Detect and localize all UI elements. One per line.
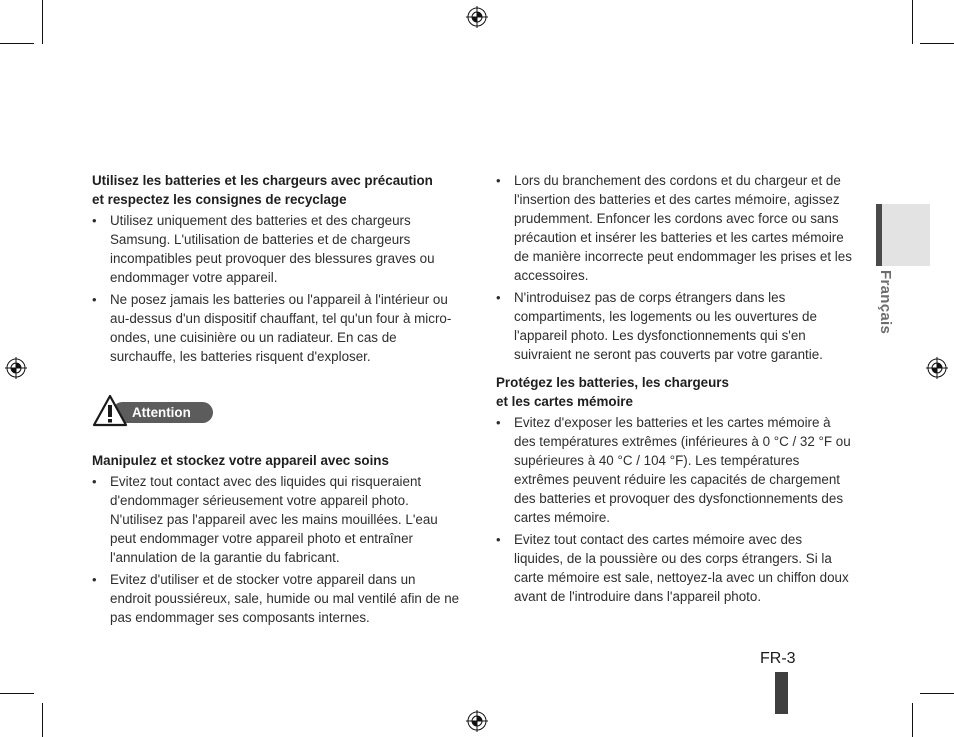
heading-line: Protégez les batteries, les chargeurs	[496, 375, 729, 390]
registration-mark-icon	[466, 710, 488, 732]
registration-mark-icon	[926, 357, 948, 379]
bullet-list	[496, 171, 854, 364]
language-tab-bar	[876, 204, 882, 266]
bullet-list	[92, 472, 460, 627]
list-item: • Evitez tout contact avec des liquides qui risqueraient d'endommager sérieusement votre appareil photo. N'utilisez pas l'appareil avec les mains mouillées. L'eau peut endommager votre appareil photo et entraîner l'annulation de la garantie du fabricant.	[92, 472, 460, 567]
registration-mark-icon	[466, 6, 488, 28]
page-number: FR-3	[760, 650, 796, 667]
crop-mark	[0, 693, 34, 694]
list-item: • Lors du branchement des cordons et du chargeur et de l'insertion des batteries et des cartes mémoire, agissez prudemment. Enfoncer les cordons avec force ou sans précaution et insérer les batteries et les cartes mémoire de manière incorrecte peut endommager les prises et les accessoires.	[496, 171, 854, 285]
attention-label: Attention	[132, 405, 191, 420]
bullet-list	[92, 211, 460, 366]
list-item: • Utilisez uniquement des batteries et des chargeurs Samsung. L'utilisation de batteries et de chargeurs incompatibles peut provoquer des blessures graves ou endommager votre appareil.	[92, 211, 460, 287]
list-item: • Ne posez jamais les batteries ou l'appareil à l'intérieur ou au-dessus d'un dispositif chauffant, tel qu'un four à micro-ondes, une cuisinière ou un radiateur. En cas de surchauffe, les batteries risquent d'exploser.	[92, 290, 460, 366]
section-heading-protect	[496, 373, 854, 411]
heading-line: Manipulez et stockez votre appareil avec soins	[92, 453, 389, 468]
heading-line: et les cartes mémoire	[496, 394, 633, 409]
right-column-lower	[496, 373, 854, 609]
left-column	[92, 171, 460, 369]
crop-mark	[920, 43, 954, 44]
section-heading-handling	[92, 451, 460, 470]
attention-badge	[92, 394, 214, 428]
registration-mark-icon	[5, 357, 27, 379]
bullet-list	[496, 413, 854, 606]
crop-mark	[0, 43, 34, 44]
crop-mark	[920, 693, 954, 694]
right-column	[496, 171, 854, 367]
language-tab	[876, 204, 930, 266]
left-column-lower	[92, 451, 460, 630]
list-item: • Evitez tout contact des cartes mémoire avec des liquides, de la poussière ou des corps étrangers. Si la carte mémoire est sale, nettoyez-la avec un chiffon doux avant de l'introduire dans l'appareil photo.	[496, 530, 854, 606]
page-number-bar	[775, 672, 788, 714]
list-item: • N'introduisez pas de corps étrangers dans les compartiments, les logements ou les ouvertures de l'appareil photo. Les dysfonctionnements qui s'en suivraient ne seront pas couverts par votre garantie.	[496, 288, 854, 364]
crop-mark	[42, 0, 43, 44]
heading-line: et respectez les consignes de recyclage	[92, 192, 347, 207]
crop-mark	[912, 0, 913, 44]
section-heading-batteries	[92, 171, 460, 209]
crop-mark	[912, 703, 913, 737]
language-label: Français	[877, 270, 894, 335]
heading-line: Utilisez les batteries et les chargeurs avec précaution	[92, 173, 433, 188]
list-item: • Evitez d'utiliser et de stocker votre appareil dans un endroit poussiéreux, sale, humide ou mal ventilé afin de ne pas endommager ses composants internes.	[92, 570, 460, 627]
crop-mark	[42, 703, 43, 737]
list-item: • Evitez d'exposer les batteries et les cartes mémoire à des températures extrêmes (inférieures à 0 °C / 32 °F ou supérieures à 40 °C / 104 °F). Les températures extrêmes peuvent réduire les capacités de chargement des batteries et provoquer des dysfonctionnements des cartes mémoire.	[496, 413, 854, 527]
warning-triangle-icon	[92, 394, 128, 428]
